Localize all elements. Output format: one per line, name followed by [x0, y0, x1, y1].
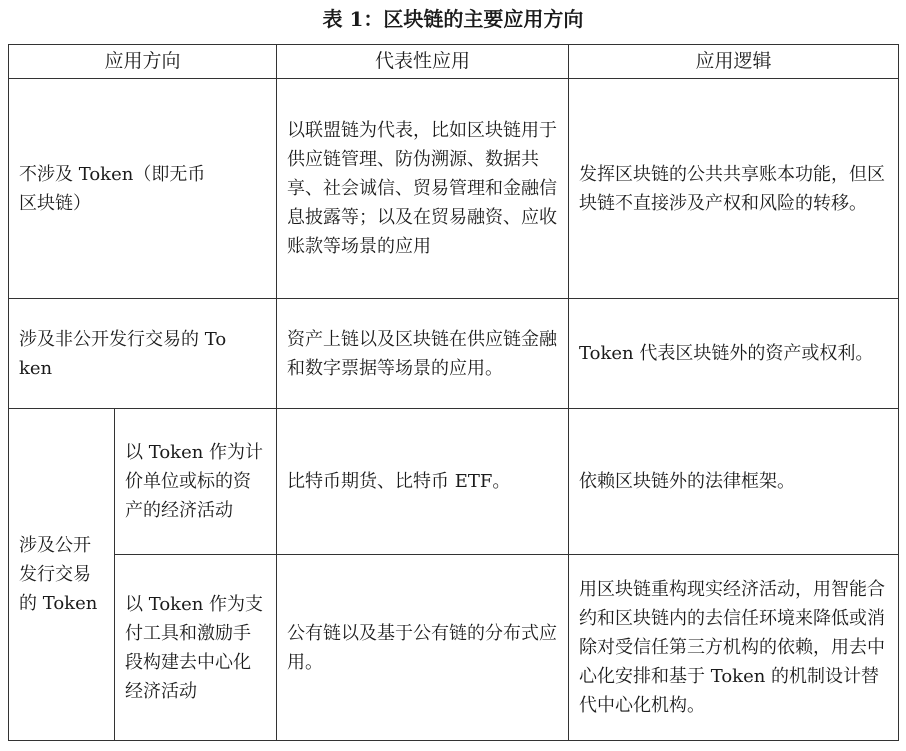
sub-direction-cell: 以 Token 作为计价单位或标的资产的经济活动 [115, 409, 277, 555]
table-caption: 表 1：区块链的主要应用方向 [322, 7, 584, 31]
representative-cell: 以联盟链为代表，比如区块链用于供应链管理、防伪溯源、数据共享、社会诚信、贸易管理和金融信息披露等；以及在贸易融资、应收账款等场景的应用 [277, 79, 569, 299]
direction-cell: 不涉及 Token（即无币区块链） [9, 79, 277, 299]
direction-group-cell: 涉及公开发行交易的 Token [9, 409, 115, 741]
logic-cell: 依赖区块链外的法律框架。 [569, 409, 899, 555]
representative-cell: 公有链以及基于公有链的分布式应用。 [277, 555, 569, 741]
direction-cell: 涉及非公开发行交易的 Token [9, 299, 277, 409]
table-row [9, 409, 899, 555]
representative-cell: 比特币期货、比特币 ETF。 [277, 409, 569, 555]
table-row [9, 299, 899, 409]
sub-direction-cell: 以 Token 作为支付工具和激励手段构建去中心化经济活动 [115, 555, 277, 741]
header-logic: 应用逻辑 [569, 45, 899, 79]
header-row [9, 45, 899, 79]
application-table [8, 44, 899, 741]
representative-cell: 资产上链以及区块链在供应链金融和数字票据等场景的应用。 [277, 299, 569, 409]
table-row [9, 555, 899, 741]
header-direction: 应用方向 [9, 45, 277, 79]
logic-cell: 用区块链重构现实经济活动，用智能合约和区块链内的去信任环境来降低或消除对受信任第三方机构的依赖，用去中心化安排和基于 Token 的机制设计替代中心化机构。 [569, 555, 899, 741]
table-row [9, 79, 899, 299]
logic-cell: Token 代表区块链外的资产或权利。 [569, 299, 899, 409]
header-representative: 代表性应用 [277, 45, 569, 79]
logic-cell: 发挥区块链的公共共享账本功能，但区块链不直接涉及产权和风险的转移。 [569, 79, 899, 299]
